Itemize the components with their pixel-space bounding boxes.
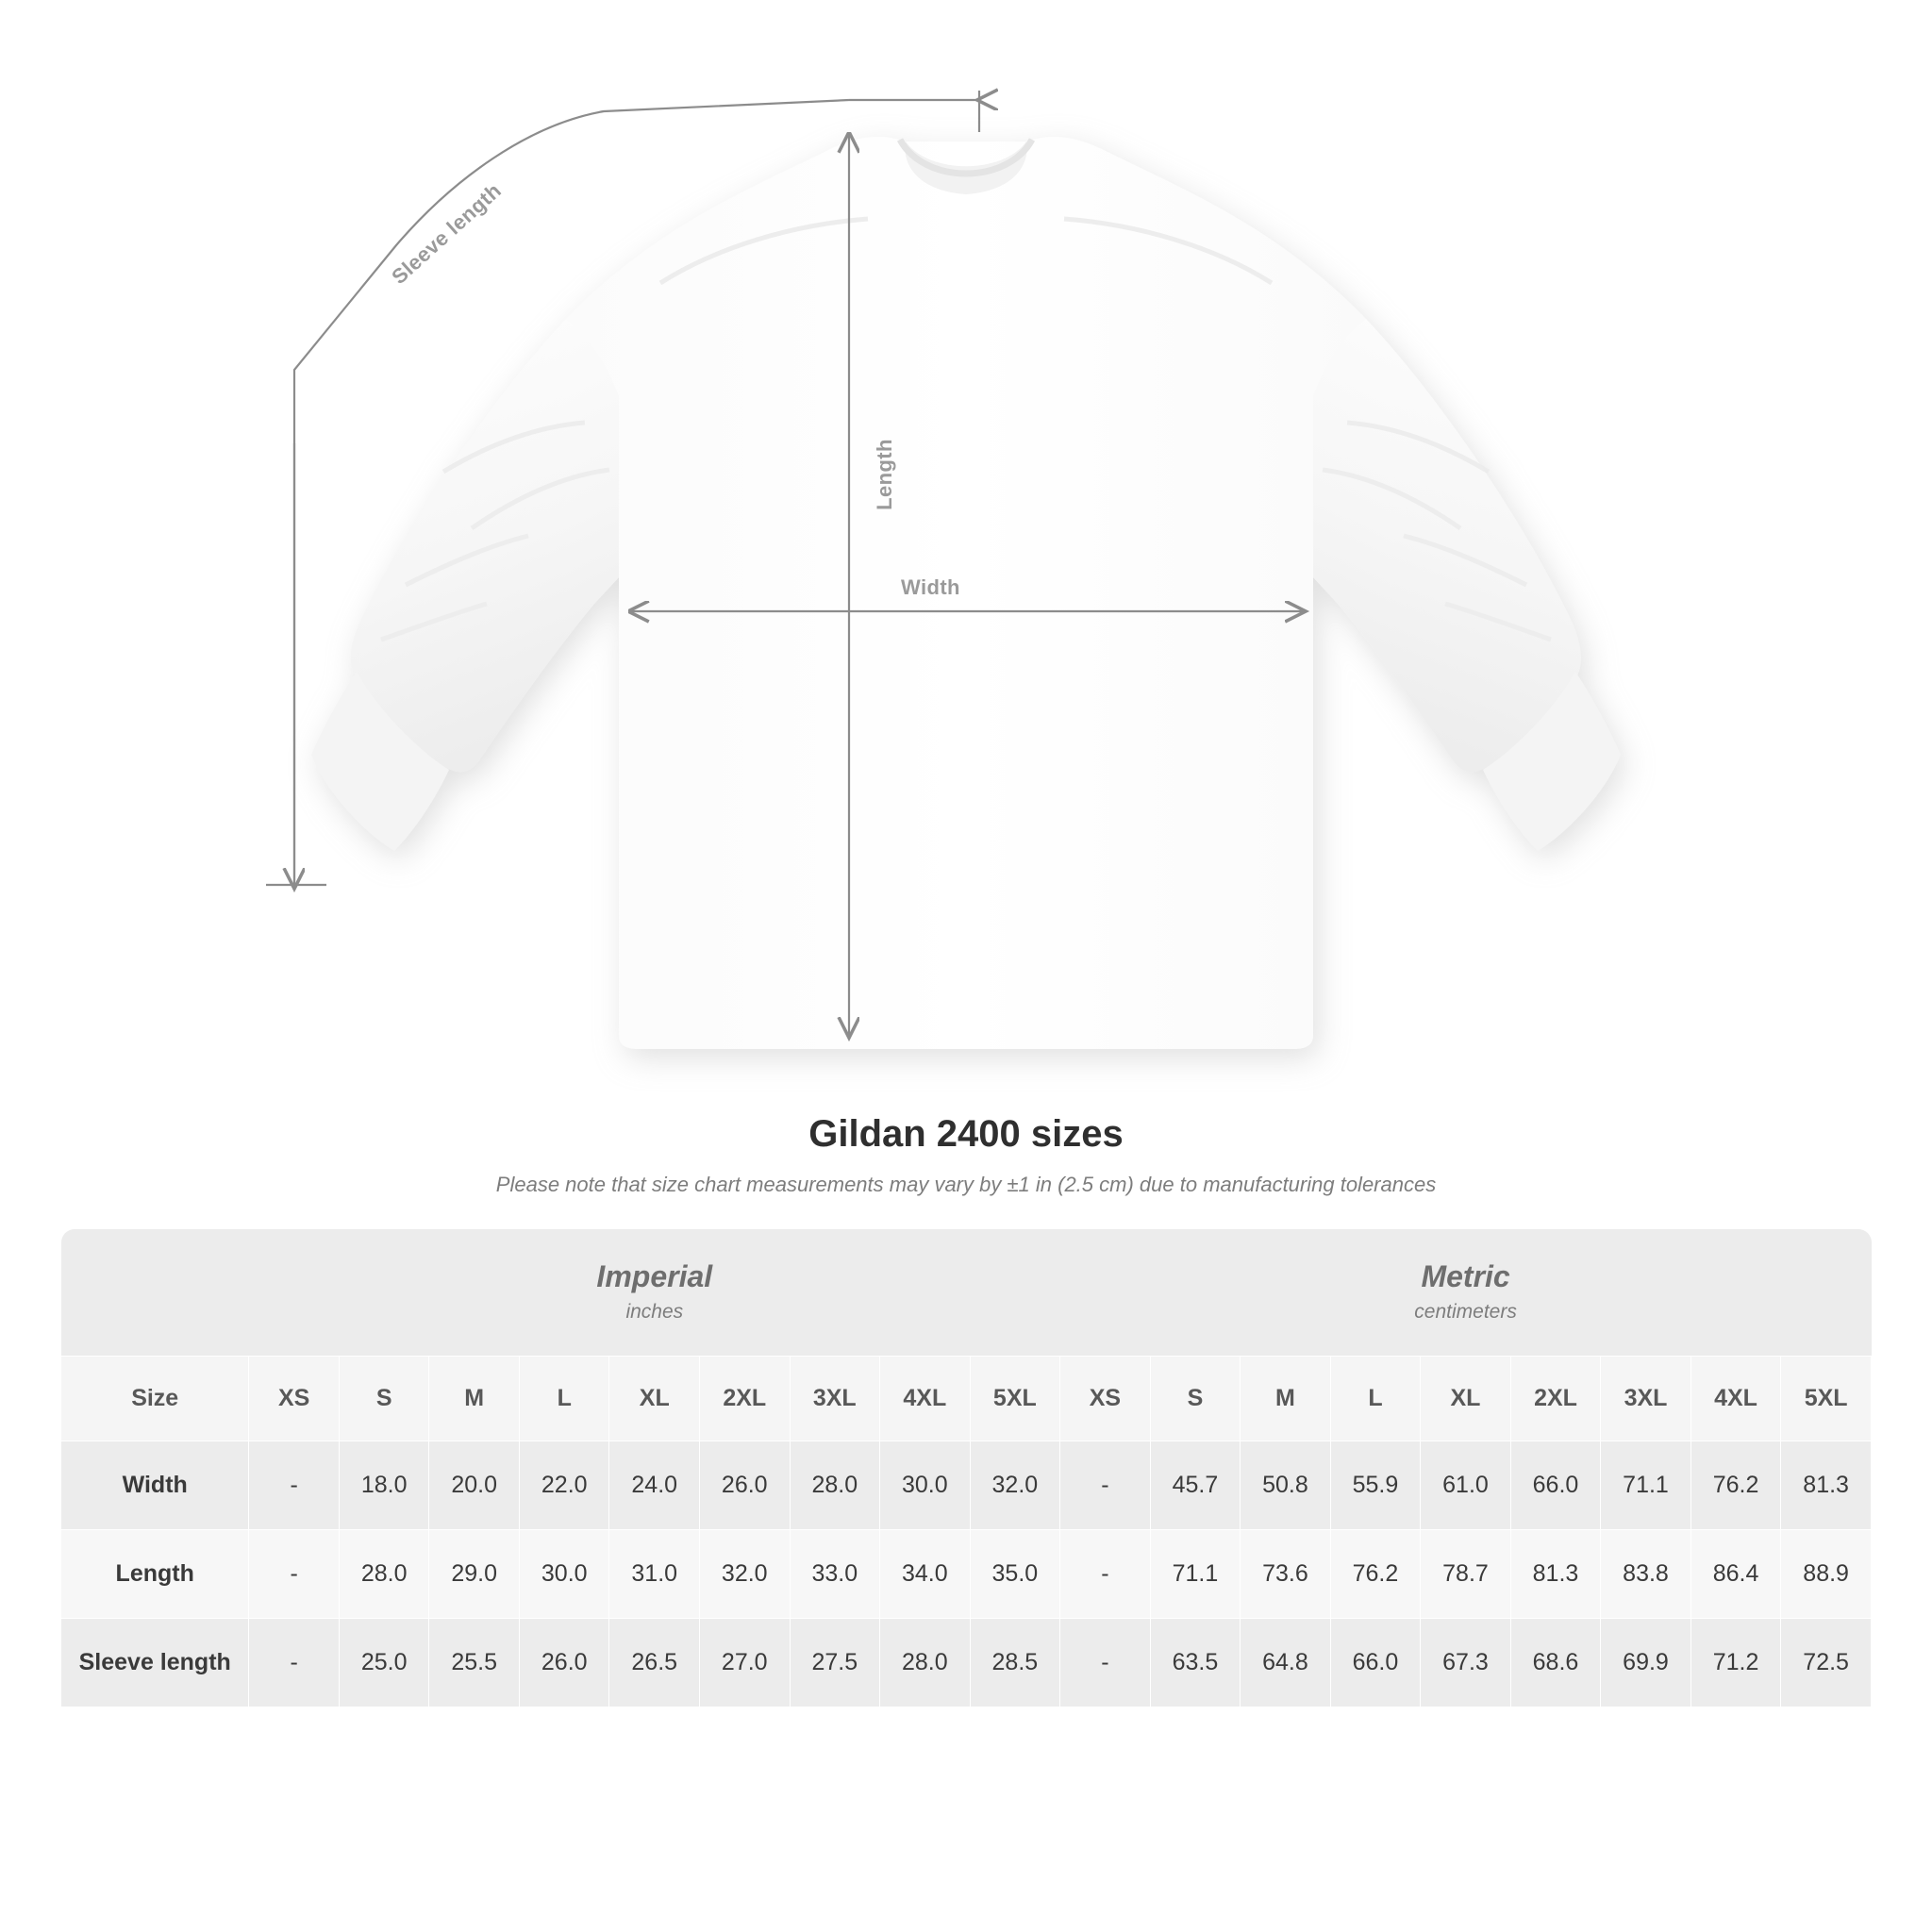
cell-sleeve-imp-7: 28.0 — [880, 1619, 971, 1707]
cell-width-met-3: 55.9 — [1330, 1441, 1421, 1530]
size-header-met-4: XL — [1421, 1357, 1511, 1441]
cell-length-met-6: 83.8 — [1601, 1530, 1691, 1619]
cell-length-imp-1: 28.0 — [339, 1530, 429, 1619]
cell-width-imp-6: 28.0 — [790, 1441, 880, 1530]
cell-sleeve-met-3: 66.0 — [1330, 1619, 1421, 1707]
imperial-unit-name: Imperial — [596, 1259, 713, 1293]
cell-width-imp-5: 26.0 — [700, 1441, 791, 1530]
cell-width-imp-8: 32.0 — [970, 1441, 1060, 1530]
size-header-met-5: 2XL — [1510, 1357, 1601, 1441]
cell-width-met-2: 50.8 — [1241, 1441, 1331, 1530]
size-header-met-2: M — [1241, 1357, 1331, 1441]
cell-sleeve-imp-8: 28.5 — [970, 1619, 1060, 1707]
cell-length-met-3: 76.2 — [1330, 1530, 1421, 1619]
cell-length-met-7: 86.4 — [1690, 1530, 1781, 1619]
cell-length-imp-3: 30.0 — [519, 1530, 609, 1619]
size-header-row — [61, 1357, 1872, 1441]
cell-sleeve-imp-0: - — [249, 1619, 340, 1707]
cell-sleeve-met-8: 72.5 — [1781, 1619, 1872, 1707]
size-header-met-6: 3XL — [1601, 1357, 1691, 1441]
cell-length-imp-8: 35.0 — [970, 1530, 1060, 1619]
size-header-label: Size — [61, 1357, 249, 1441]
size-header-imp-2: M — [429, 1357, 520, 1441]
size-header-imp-6: 3XL — [790, 1357, 880, 1441]
size-header-imp-4: XL — [609, 1357, 700, 1441]
cell-length-met-0: - — [1060, 1530, 1151, 1619]
size-header-met-3: L — [1330, 1357, 1421, 1441]
cell-length-imp-7: 34.0 — [880, 1530, 971, 1619]
cell-sleeve-imp-6: 27.5 — [790, 1619, 880, 1707]
size-header-met-1: S — [1150, 1357, 1241, 1441]
metric-unit-cell — [1060, 1229, 1872, 1357]
cell-width-met-7: 76.2 — [1690, 1441, 1781, 1530]
cell-width-met-8: 81.3 — [1781, 1441, 1872, 1530]
cell-width-met-6: 71.1 — [1601, 1441, 1691, 1530]
table-row — [61, 1441, 1872, 1530]
cell-length-imp-5: 32.0 — [700, 1530, 791, 1619]
size-header-imp-1: S — [339, 1357, 429, 1441]
cell-length-imp-4: 31.0 — [609, 1530, 700, 1619]
row-label-width: Width — [61, 1441, 249, 1530]
cell-length-imp-2: 29.0 — [429, 1530, 520, 1619]
sleeve-length-label: Sleeve length — [387, 178, 507, 290]
cell-length-imp-0: - — [249, 1530, 340, 1619]
cell-width-met-1: 45.7 — [1150, 1441, 1241, 1530]
cell-length-met-4: 78.7 — [1421, 1530, 1511, 1619]
size-header-imp-8: 5XL — [970, 1357, 1060, 1441]
cell-length-met-2: 73.6 — [1241, 1530, 1331, 1619]
size-header-met-0: XS — [1060, 1357, 1151, 1441]
cell-width-met-0: - — [1060, 1441, 1151, 1530]
size-header-imp-5: 2XL — [700, 1357, 791, 1441]
size-header-met-8: 5XL — [1781, 1357, 1872, 1441]
cell-sleeve-imp-1: 25.0 — [339, 1619, 429, 1707]
cell-sleeve-imp-3: 26.0 — [519, 1619, 609, 1707]
cell-length-met-5: 81.3 — [1510, 1530, 1601, 1619]
size-header-imp-7: 4XL — [880, 1357, 971, 1441]
size-table-wrap — [60, 1229, 1872, 1707]
metric-unit-name: Metric — [1421, 1259, 1510, 1293]
size-header-met-7: 4XL — [1690, 1357, 1781, 1441]
cell-sleeve-met-1: 63.5 — [1150, 1619, 1241, 1707]
cell-width-imp-7: 30.0 — [880, 1441, 971, 1530]
cell-sleeve-met-5: 68.6 — [1510, 1619, 1601, 1707]
table-row — [61, 1530, 1872, 1619]
table-row — [61, 1619, 1872, 1707]
cell-sleeve-met-4: 67.3 — [1421, 1619, 1511, 1707]
cell-sleeve-met-7: 71.2 — [1690, 1619, 1781, 1707]
imperial-unit-sub: inches — [625, 1301, 684, 1323]
length-label: Length — [872, 439, 896, 510]
cell-sleeve-met-0: - — [1060, 1619, 1151, 1707]
cell-sleeve-met-6: 69.9 — [1601, 1619, 1691, 1707]
unit-banner-row — [61, 1229, 1872, 1357]
metric-unit-sub: centimeters — [1414, 1301, 1517, 1323]
cell-length-met-8: 88.9 — [1781, 1530, 1872, 1619]
page-subtitle: Please note that size chart measurements may vary by ±1 in (2.5 cm) due to manufacturing tolerances — [495, 1173, 1437, 1196]
cell-width-met-5: 66.0 — [1510, 1441, 1601, 1530]
row-label-sleeve-length: Sleeve length — [61, 1619, 249, 1707]
width-label: Width — [901, 575, 960, 599]
unit-banner-spacer — [61, 1229, 249, 1357]
cell-width-met-4: 61.0 — [1421, 1441, 1511, 1530]
cell-sleeve-imp-4: 26.5 — [609, 1619, 700, 1707]
cell-width-imp-3: 22.0 — [519, 1441, 609, 1530]
size-header-imp-0: XS — [249, 1357, 340, 1441]
cell-sleeve-imp-2: 25.5 — [429, 1619, 520, 1707]
row-label-length: Length — [61, 1530, 249, 1619]
imperial-unit-cell — [249, 1229, 1060, 1357]
cell-width-imp-1: 18.0 — [339, 1441, 429, 1530]
cell-length-met-1: 71.1 — [1150, 1530, 1241, 1619]
size-table — [60, 1229, 1872, 1707]
size-header-imp-3: L — [519, 1357, 609, 1441]
page-title: Gildan 2400 sizes — [808, 1113, 1124, 1155]
cell-sleeve-met-2: 64.8 — [1241, 1619, 1331, 1707]
cell-width-imp-0: - — [249, 1441, 340, 1530]
title-block — [0, 1113, 1932, 1197]
cell-width-imp-4: 24.0 — [609, 1441, 700, 1530]
cell-length-imp-6: 33.0 — [790, 1530, 880, 1619]
shirt-body-shape — [311, 137, 1621, 1049]
cell-width-imp-2: 20.0 — [429, 1441, 520, 1530]
cell-sleeve-imp-5: 27.0 — [700, 1619, 791, 1707]
